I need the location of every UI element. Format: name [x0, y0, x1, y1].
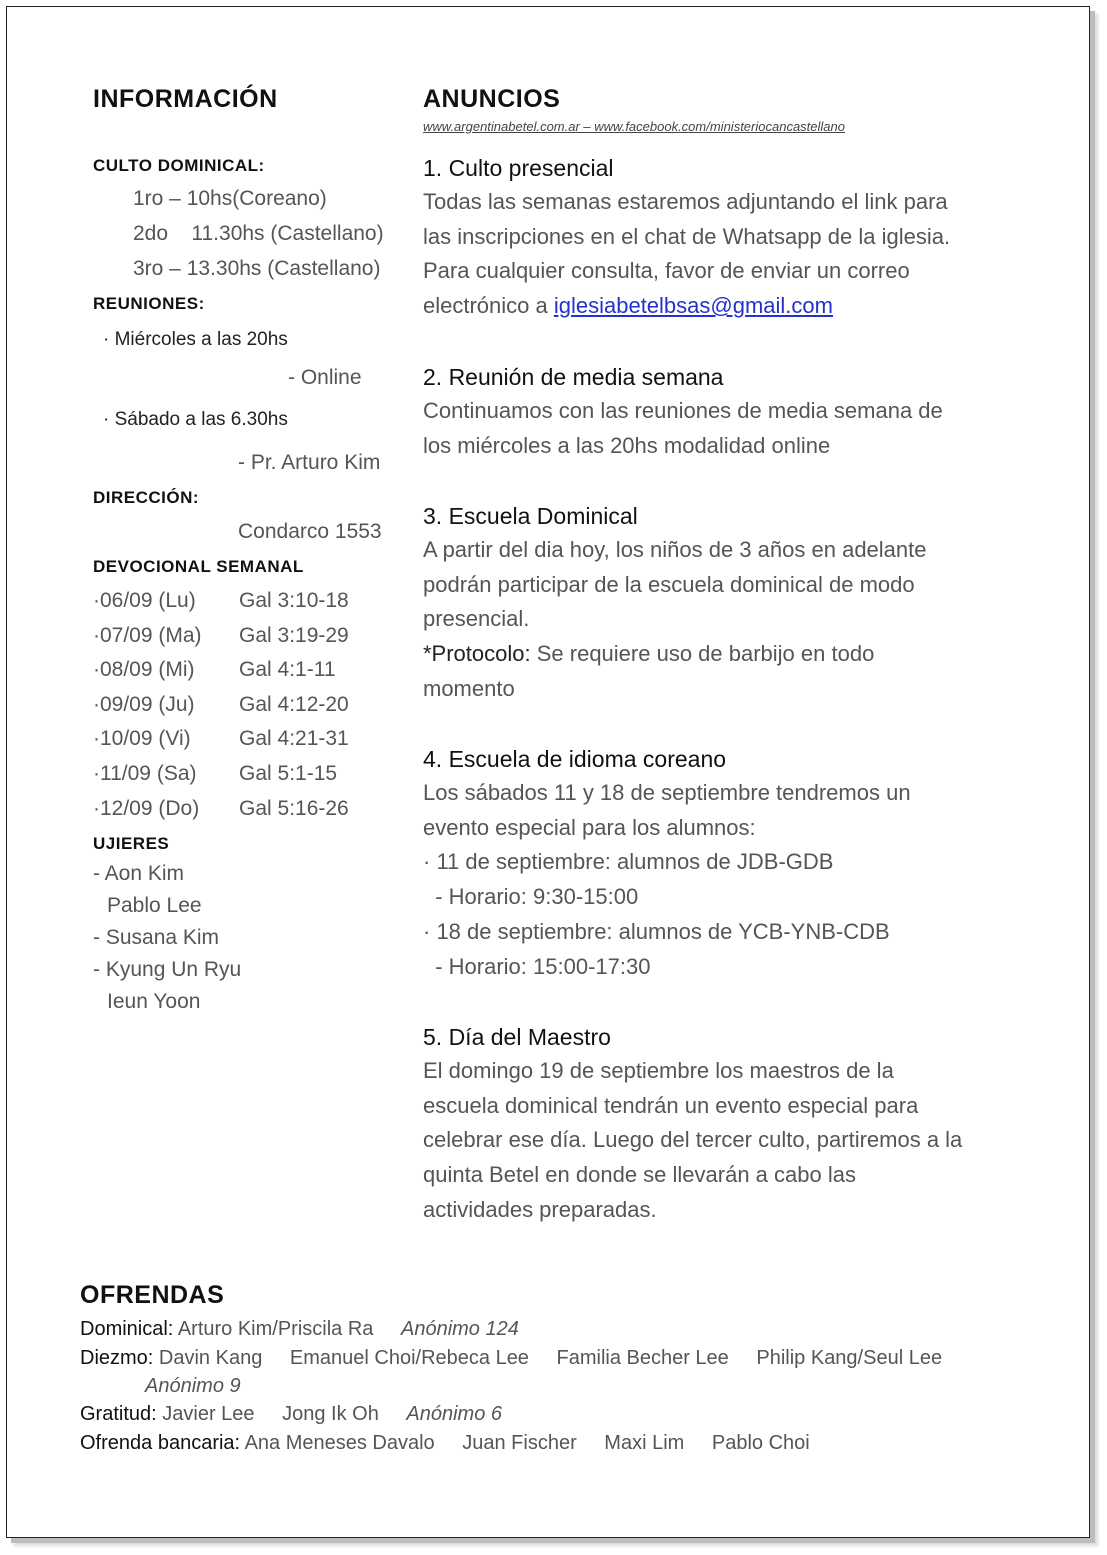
announcement-body: Todas las semanas estaremos adjuntando el link para las inscripciones en el chat de Whatsapp de la iglesia. Para cualquier consulta, favor de enviar un correo electrónico a iglesiabetelbsas@gmail.com: [423, 189, 951, 319]
devocional-date: ·06/09 (Lu): [93, 589, 196, 612]
announcement-body: A partir del dia hoy, los niños de 3 años en adelante podrán participar de la escuela dominical de modo presencial. *Protocolo: Se requiere uso de barbijo en todo momento: [423, 537, 927, 701]
ujier-name: - Aon Kim: [93, 862, 185, 885]
ofrenda-dominical: Dominical: Arturo Kim/Priscila Ra Anónimo 124: [80, 1318, 519, 1340]
protocol-label: *Protocolo:: [423, 641, 531, 667]
ofrenda-bancaria: Ofrenda bancaria: Ana Meneses Davalo Juan Fischer Maxi Lim Pablo Choi: [80, 1432, 810, 1454]
ujier-name: - Kyung Un Ryu: [93, 958, 242, 981]
anuncios-title: ANUNCIOS: [423, 85, 561, 113]
direccion-value: Condarco 1553: [238, 520, 382, 543]
ofrenda-diezmo-anon: Anónimo 9: [145, 1375, 241, 1397]
ofrendas-title: OFRENDAS: [80, 1281, 225, 1309]
devocional-reference: Gal 4:12-20: [239, 692, 349, 716]
announcement-body: El domingo 19 de septiembre los maestros de la escuela dominical tendrán un evento especial para celebrar ese día. Luego del tercer culto, partiremos a la quinta Betel en donde se llevarán a cabo las actividades preparadas.: [423, 1058, 963, 1222]
ofrenda-label: Ofrenda bancaria:: [80, 1432, 241, 1454]
reunion-item: · Miércoles a las 20hs: [103, 329, 288, 350]
devocional-reference: Gal 5:16-26: [239, 796, 349, 820]
ujier-name: Ieun Yoon: [107, 990, 201, 1013]
devocional-date: ·08/09 (Mi): [93, 658, 195, 682]
reunion-item: · Sábado a las 6.30hs: [103, 409, 288, 430]
reunion-note: - Pr. Arturo Kim: [238, 451, 381, 474]
culto-heading: CULTO DOMINICAL:: [93, 156, 265, 175]
devocional-reference: Gal 5:1-15: [239, 762, 338, 785]
devocional-reference: Gal 3:19-29: [239, 623, 349, 647]
announcement-title: 2. Reunión de media semana: [423, 364, 724, 390]
reunion-note: - Online: [288, 366, 362, 389]
announcement-title: 4. Escuela de idioma coreano: [423, 746, 727, 772]
ofrenda-diezmo: Diezmo: Davin Kang Emanuel Choi/Rebeca Lee Familia Becher Lee Philip Kang/Seul Lee: [80, 1347, 943, 1369]
bulletin-page: [6, 6, 1090, 1538]
devocional-reference: Gal 3:10-18: [239, 589, 349, 612]
announcement-body: Continuamos con las reuniones de media semana de los miércoles a las 20hs modalidad online: [423, 398, 943, 458]
informacion-title: INFORMACIÓN: [93, 85, 278, 113]
devocional-date: ·10/09 (Vi): [93, 727, 191, 751]
announcement-title: 3. Escuela Dominical: [423, 503, 638, 529]
culto-item: 3ro – 13.30hs (Castellano): [133, 257, 381, 280]
ofrenda-label: Gratitud:: [80, 1403, 157, 1425]
ujier-name: - Susana Kim: [93, 926, 220, 949]
devocional-date: ·09/09 (Ju): [93, 692, 195, 716]
ofrenda-label: Dominical:: [80, 1318, 174, 1340]
devocional-reference: Gal 4:1-11: [239, 658, 336, 682]
culto-item: 2do 11.30hs (Castellano): [133, 222, 384, 245]
devocional-date: ·12/09 (Do): [93, 796, 200, 820]
devocional-date: ·11/09 (Sa): [93, 762, 197, 785]
email-link[interactable]: iglesiabetelbsas@gmail.com: [553, 293, 833, 319]
devocional-heading: DEVOCIONAL SEMANAL: [93, 557, 304, 576]
ofrenda-label: Diezmo:: [80, 1347, 154, 1369]
announcement-title: 1. Culto presencial: [423, 155, 614, 181]
website-links[interactable]: www.argentinabetel.com.ar – www.facebook.com/ministeriocancastellano: [423, 119, 845, 134]
announcement-body: Los sábados 11 y 18 de septiembre tendremos un evento especial para los alumnos: · 11 de septiembre: alumnos de JDB-GDB - Horario: 9:30-15:00 · 18 de septiembre: alumnos de YCB-YNB-CDB - Horario: 15:00-17:30: [423, 780, 911, 979]
direccion-heading: DIRECCIÓN:: [93, 488, 200, 507]
culto-item: 1ro – 10hs(Coreano): [133, 187, 327, 210]
ujier-name: Pablo Lee: [107, 894, 202, 917]
reuniones-heading: REUNIONES:: [93, 294, 205, 313]
devocional-date: ·07/09 (Ma): [93, 623, 202, 647]
ofrenda-gratitud: Gratitud: Javier Lee Jong Ik Oh Anónimo 6: [80, 1403, 503, 1425]
devocional-reference: Gal 4:21-31: [239, 727, 349, 751]
announcement-title: 5. Día del Maestro: [423, 1024, 611, 1050]
ujieres-heading: UJIERES: [93, 834, 170, 853]
